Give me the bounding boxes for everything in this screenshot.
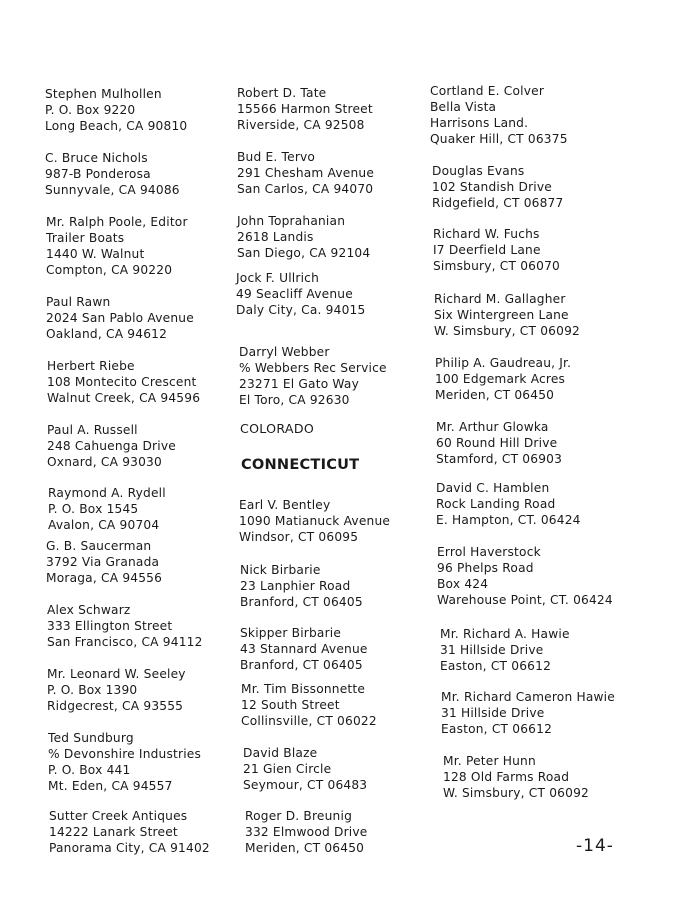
address-entry bbox=[237, 213, 370, 261]
address-entry bbox=[435, 355, 571, 403]
address-line: % Webbers Rec Service bbox=[239, 361, 387, 375]
address-line: Mr. Tim Bissonnette bbox=[241, 682, 366, 696]
address-line: Moraga, CA 94556 bbox=[46, 571, 163, 585]
address-line: 248 Cahuenga Drive bbox=[47, 439, 176, 453]
address-line: 60 Round Hill Drive bbox=[436, 436, 558, 450]
address-line: G. B. Saucerman bbox=[46, 539, 152, 553]
address-line: Box 424 bbox=[437, 577, 489, 591]
address-line: Stephen Mulhollen bbox=[45, 87, 162, 101]
address-line: Mr. Richard Cameron Hawie bbox=[441, 690, 615, 704]
address-line: 291 Chesham Avenue bbox=[237, 166, 375, 180]
address-line: Oxnard, CA 93030 bbox=[47, 455, 162, 469]
address-line: I7 Deerfield Lane bbox=[433, 243, 541, 257]
address-line: Mr. Richard A. Hawie bbox=[440, 627, 570, 641]
address-line: Herbert Riebe bbox=[47, 359, 135, 373]
address-entry bbox=[443, 753, 589, 801]
address-line: David Blaze bbox=[243, 746, 318, 760]
address-line: David C. Hamblen bbox=[436, 481, 550, 495]
address-line: 100 Edgemark Acres bbox=[435, 372, 566, 386]
address-line: Bella Vista bbox=[430, 100, 497, 114]
address-line: 1090 Matianuck Avenue bbox=[239, 514, 391, 528]
address-line: Philip A. Gaudreau, Jr. bbox=[435, 356, 572, 370]
address-line: Ted Sundburg bbox=[48, 731, 134, 745]
address-line: Rock Landing Road bbox=[436, 497, 556, 511]
address-line: Six Wintergreen Lane bbox=[434, 308, 569, 322]
address-entry bbox=[47, 358, 200, 406]
address-line: P. O. Box 1390 bbox=[47, 683, 138, 697]
address-line: Roger D. Breunig bbox=[245, 809, 353, 823]
address-line: P. O. Box 9220 bbox=[45, 103, 136, 117]
address-line: Richard W. Fuchs bbox=[433, 227, 540, 241]
address-entry bbox=[243, 745, 367, 793]
address-line: Nick Birbarie bbox=[240, 563, 321, 577]
address-line: Compton, CA 90220 bbox=[46, 263, 173, 277]
address-line: Robert D. Tate bbox=[237, 86, 327, 100]
address-line: 96 Phelps Road bbox=[437, 561, 534, 575]
address-line: 31 Hillside Drive bbox=[441, 706, 545, 720]
address-entry bbox=[240, 562, 363, 610]
address-line: Paul A. Russell bbox=[47, 423, 138, 437]
address-line: P. O. Box 441 bbox=[48, 763, 131, 777]
page-number: -14- bbox=[576, 836, 614, 856]
address-line: Jock F. Ullrich bbox=[236, 271, 319, 285]
address-line: 49 Seacliff Avenue bbox=[236, 287, 353, 301]
address-line: Branford, CT 06405 bbox=[240, 658, 363, 672]
address-entry bbox=[430, 83, 568, 147]
address-line: Long Beach, CA 90810 bbox=[45, 119, 188, 133]
address-line: Easton, CT 06612 bbox=[441, 722, 553, 736]
address-entry bbox=[48, 730, 201, 794]
address-line: Oakland, CA 94612 bbox=[46, 327, 168, 341]
address-line: Darryl Webber bbox=[239, 345, 330, 359]
address-line: Simsbury, CT 06070 bbox=[433, 259, 560, 273]
address-entry bbox=[47, 422, 176, 470]
address-entry bbox=[46, 214, 188, 278]
address-entry bbox=[236, 270, 365, 318]
address-line: W. Simsbury, CT 06092 bbox=[443, 786, 589, 800]
address-line: 332 Elmwood Drive bbox=[245, 825, 368, 839]
address-line: % Devonshire Industries bbox=[48, 747, 202, 761]
address-line: 31 Hillside Drive bbox=[440, 643, 544, 657]
address-line: 333 Ellington Street bbox=[47, 619, 173, 633]
address-entry bbox=[245, 808, 367, 856]
address-entry bbox=[46, 294, 194, 342]
address-entry bbox=[240, 625, 368, 673]
address-line: Mr. Arthur Glowka bbox=[436, 420, 549, 434]
address-entry bbox=[237, 149, 374, 197]
address-line: San Carlos, CA 94070 bbox=[237, 182, 374, 196]
address-line: 14222 Lanark Street bbox=[49, 825, 178, 839]
state-heading-colorado: COLORADO bbox=[240, 421, 315, 436]
address-line: Daly City, Ca. 94015 bbox=[236, 303, 366, 317]
address-line: Seymour, CT 06483 bbox=[243, 778, 368, 792]
address-line: Stamford, CT 06903 bbox=[436, 452, 563, 466]
address-line: 1440 W. Walnut bbox=[46, 247, 145, 261]
address-line: E. Hampton, CT. 06424 bbox=[436, 513, 581, 527]
address-line: 3792 Via Granada bbox=[46, 555, 160, 569]
address-entry bbox=[433, 226, 560, 274]
address-line: P. O. Box 1545 bbox=[48, 502, 139, 516]
address-entry bbox=[239, 497, 390, 545]
address-entry bbox=[440, 626, 570, 674]
address-line: Errol Haverstock bbox=[437, 545, 541, 559]
address-line: Douglas Evans bbox=[432, 164, 525, 178]
address-entry bbox=[47, 666, 186, 714]
address-line: Mt. Eden, CA 94557 bbox=[48, 779, 173, 793]
address-line: El Toro, CA 92630 bbox=[239, 393, 350, 407]
address-line: W. Simsbury, CT 06092 bbox=[434, 324, 580, 338]
address-line: Windsor, CT 06095 bbox=[239, 530, 359, 544]
address-entry bbox=[239, 344, 387, 408]
address-line: John Toprahanian bbox=[237, 214, 346, 228]
address-line: Skipper Birbarie bbox=[240, 626, 342, 640]
address-line: Collinsville, CT 06022 bbox=[241, 714, 377, 728]
address-entry bbox=[436, 419, 562, 467]
address-entry bbox=[45, 86, 187, 134]
address-entry bbox=[237, 85, 373, 133]
address-line: Branford, CT 06405 bbox=[240, 595, 363, 609]
address-line: Meriden, CT 06450 bbox=[245, 841, 365, 855]
address-line: Sunnyvale, CA 94086 bbox=[45, 183, 180, 197]
address-line: Sutter Creek Antiques bbox=[49, 809, 188, 823]
address-entry bbox=[434, 291, 580, 339]
address-line: 2618 Landis bbox=[237, 230, 314, 244]
address-entry bbox=[49, 808, 210, 856]
address-line: 128 Old Farms Road bbox=[443, 770, 570, 784]
address-line: Mr. Ralph Poole, Editor bbox=[46, 215, 188, 229]
address-line: Easton, CT 06612 bbox=[440, 659, 552, 673]
address-line: 102 Standish Drive bbox=[432, 180, 553, 194]
address-entry bbox=[48, 485, 166, 533]
address-line: Bud E. Tervo bbox=[237, 150, 316, 164]
address-entry bbox=[45, 150, 180, 198]
address-line: Earl V. Bentley bbox=[239, 498, 331, 512]
address-line: Walnut Creek, CA 94596 bbox=[47, 391, 201, 405]
address-line: Harrisons Land. bbox=[430, 116, 529, 130]
address-entry bbox=[432, 163, 563, 211]
address-entry bbox=[47, 602, 203, 650]
address-line: C. Bruce Nichols bbox=[45, 151, 148, 165]
address-entry bbox=[436, 480, 581, 528]
address-line: 987-B Ponderosa bbox=[45, 167, 151, 181]
address-line: Trailer Boats bbox=[46, 231, 125, 245]
address-line: Mr. Peter Hunn bbox=[443, 754, 536, 768]
address-line: 2024 San Pablo Avenue bbox=[46, 311, 194, 325]
address-line: 21 Gien Circle bbox=[243, 762, 332, 776]
address-line: Richard M. Gallagher bbox=[434, 292, 566, 306]
address-line: Raymond A. Rydell bbox=[48, 486, 166, 500]
address-line: San Diego, CA 92104 bbox=[237, 246, 371, 260]
address-entry bbox=[241, 681, 377, 729]
address-line: 23 Lanphier Road bbox=[240, 579, 351, 593]
address-line: Quaker Hill, CT 06375 bbox=[430, 132, 568, 146]
address-line: 15566 Harmon Street bbox=[237, 102, 373, 116]
state-heading-connecticut: CONNECTICUT bbox=[241, 456, 360, 473]
address-line: Panorama City, CA 91402 bbox=[49, 841, 210, 855]
address-line: 108 Montecito Crescent bbox=[47, 375, 197, 389]
address-line: Ridgefield, CT 06877 bbox=[432, 196, 564, 210]
address-line: Warehouse Point, CT. 06424 bbox=[437, 593, 613, 607]
address-line: Avalon, CA 90704 bbox=[48, 518, 160, 532]
address-line: San Francisco, CA 94112 bbox=[47, 635, 203, 649]
address-line: Alex Schwarz bbox=[47, 603, 131, 617]
address-entry bbox=[46, 538, 162, 586]
address-line: Mr. Leonard W. Seeley bbox=[47, 667, 186, 681]
address-line: Paul Rawn bbox=[46, 295, 111, 309]
address-line: Ridgecrest, CA 93555 bbox=[47, 699, 184, 713]
address-entry bbox=[437, 544, 613, 608]
address-line: 12 South Street bbox=[241, 698, 340, 712]
address-line: Cortland E. Colver bbox=[430, 84, 545, 98]
address-line: 43 Stannard Avenue bbox=[240, 642, 368, 656]
address-line: Meriden, CT 06450 bbox=[435, 388, 555, 402]
address-line: 23271 El Gato Way bbox=[239, 377, 359, 391]
address-line: Riverside, CA 92508 bbox=[237, 118, 365, 132]
address-entry bbox=[441, 689, 615, 737]
